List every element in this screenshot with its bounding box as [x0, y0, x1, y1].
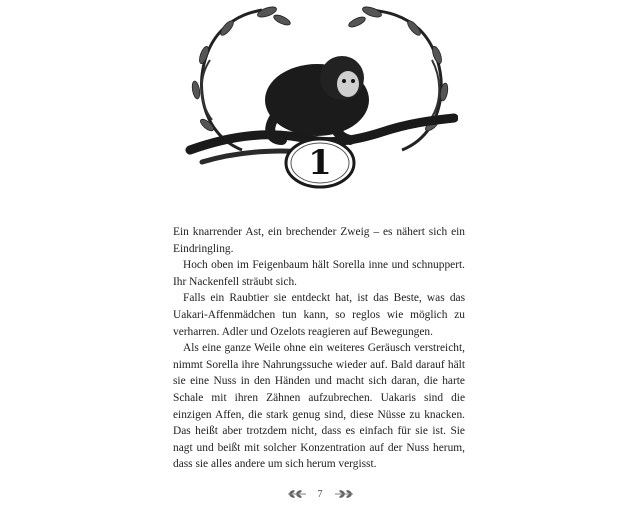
paragraph: Ein knarrender Ast, ein brechender Zweig – es nähert sich ein Eindringling.: [173, 226, 465, 255]
paragraph: Als eine ganze Weile ohne ein weiteres Geräusch verstreicht, nimmt Sorella ihre Nahrungssuche wieder auf. Bald darauf hält sie eine Nuss in den Händen und macht sich daran, die harte Schale mit ihren Zähnen aufzubrechen. Uakaris sind die einzigen Affen, die stark genug sind, diese Nüsse zu knacken. Das heißt aber trotzdem nicht, dass es einfach für sie ist. Sie nagt und beißt mit solcher Konzentration auf der Nuss herum, dass sie alles andere um sich herum vergisst.: [173, 342, 465, 471]
chapter-number: 1: [308, 143, 332, 183]
leaf-ornament-icon: [286, 488, 308, 500]
paragraph: Falls ein Raubtier sie entdeckt hat, ist das Beste, was das Uakari-Affenmädchen tun kann, so reglos wie möglich zu verharren. Adler und Ozelots reagieren auf Bewegungen.: [173, 292, 465, 338]
page-number: 7: [317, 488, 323, 500]
chapter-text: [173, 224, 465, 473]
leaf-ornament-icon: [333, 488, 355, 500]
page-footer: [270, 487, 370, 501]
paragraph: Hoch oben im Feigenbaum hält Sorella inne und schnuppert. Ihr Nackenfell sträubt sich.: [173, 259, 465, 288]
